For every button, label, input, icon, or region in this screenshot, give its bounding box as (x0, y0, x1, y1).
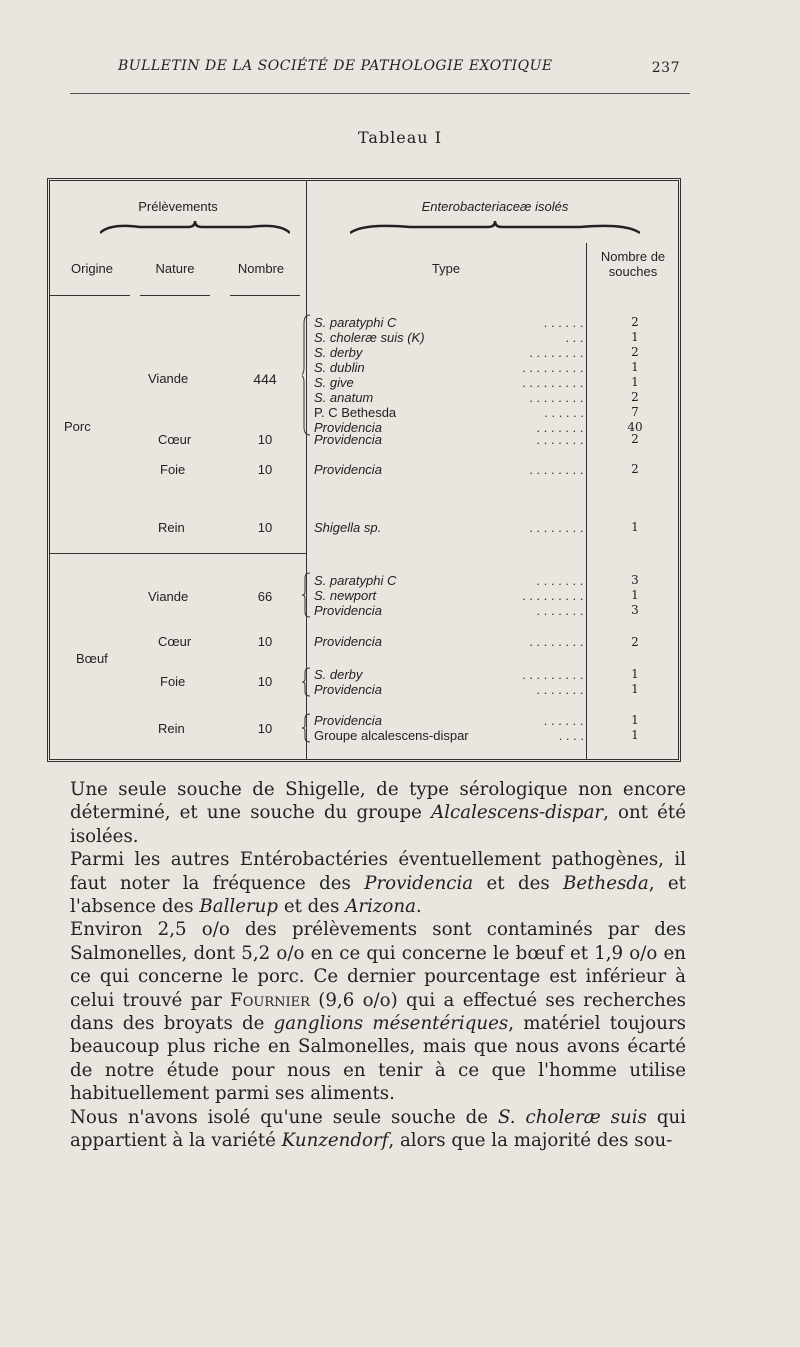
count-item: 3 (631, 603, 639, 617)
porc-boeuf-separator (50, 553, 306, 554)
counts-boeuf-rein (590, 713, 680, 743)
nombre-porc-foie: 10 (257, 462, 273, 477)
nombre-boeuf-viande: 66 (257, 589, 273, 604)
group-header-prelevements: Prélèvements (138, 199, 218, 214)
type-item: Providencia . . . . . . . (314, 682, 584, 697)
header-rule (70, 93, 690, 94)
brace-boeuf-rein (302, 713, 312, 743)
brace-boeuf-viande (302, 572, 312, 618)
paragraph: Nous n'avons isolé qu'une seule souche de S. choleræ suis qui appartient à la variété Kunzendorf, alors que la majorité des sou- (70, 1106, 686, 1152)
group-header-enterobacteriaceae: Enterobacteriaceæ isolés (421, 199, 569, 214)
header-underline-2 (140, 295, 210, 296)
type-boeuf-coeur: Providencia . . . . . . . . (314, 634, 584, 649)
nature-porc-rein: Rein (158, 520, 185, 535)
nombre-boeuf-rein: 10 (257, 721, 273, 736)
count-item: 2 (631, 390, 639, 404)
paragraph: Environ 2,5 o/o des prélèvements sont contaminés par des Salmonelles, dont 5,2 o/o en ce qui concerne le bœuf et 1,9 o/o en ce qui concerne le porc. Ce dernier pourcentage est inférieur à celui trouvé par Fournier (9,6 o/o) qui a effectué ses recherches dans des broyats de ganglions mésentériques, matériel toujours beaucoup plus riche en Salmonelles, mais que nous avons écarté de notre étude pour nous en tenir à ce que l'homme utilise habituellement parmi ses aliments. (70, 919, 686, 1105)
paragraph: Une seule souche de Shigelle, de type sérologique non encore déterminé, et une souche du groupe Alcalescens-dispar, ont été isolées. (70, 779, 686, 847)
count-boeuf-coeur: 2 (631, 635, 639, 649)
col-nombre: Nombre (237, 261, 285, 276)
count-porc-foie: 2 (631, 462, 639, 476)
origine-porc: Porc (64, 419, 91, 434)
body-text (70, 778, 686, 1153)
types-boeuf-rein (314, 713, 584, 743)
types-porc-viande (314, 315, 584, 435)
nature-boeuf-foie: Foie (160, 674, 186, 689)
type-porc-coeur: Providencia . . . . . . . (314, 432, 584, 447)
count-item: 7 (631, 405, 639, 419)
type-item: S. derby . . . . . . . . . (314, 667, 584, 682)
count-item: 1 (631, 360, 639, 374)
divider-count (586, 243, 587, 759)
count-item: 2 (631, 345, 639, 359)
paragraph: Parmi les autres Entérobactéries éventuellement pathogènes, il faut noter la fréquence des Providencia et des Bethesda, et l'absence des Ballerup et des Arizona. (70, 849, 686, 918)
type-porc-rein: Shigella sp. . . . . . . . . (314, 520, 584, 535)
header-underline-3 (230, 295, 300, 296)
count-item: 1 (631, 728, 639, 742)
count-porc-rein: 1 (631, 520, 639, 534)
type-item: P. C Bethesda . . . . . . (314, 405, 584, 420)
type-item: S. anatum . . . . . . . . (314, 390, 584, 405)
nature-boeuf-viande: Viande (148, 589, 189, 604)
nombre-boeuf-foie: 10 (257, 674, 273, 689)
count-porc-coeur: 2 (631, 432, 639, 446)
type-item: Providencia . . . . . . . (314, 420, 584, 435)
brace-left (100, 221, 290, 235)
type-item: S. paratyphi C . . . . . . (314, 315, 584, 330)
counts-boeuf-viande (590, 573, 680, 618)
type-item: Groupe alcalescens-dispar . . . . (314, 728, 584, 743)
brace-boeuf-foie (302, 667, 312, 697)
brace-porc-viande (302, 313, 312, 437)
col-souches: Nombre de souches (600, 249, 666, 279)
count-item: 1 (631, 667, 639, 681)
types-boeuf-viande (314, 573, 584, 618)
type-item: S. derby . . . . . . . . (314, 345, 584, 360)
nature-porc-viande: Viande (148, 371, 189, 386)
nature-boeuf-coeur: Cœur (158, 634, 192, 649)
type-porc-foie: Providencia . . . . . . . . (314, 462, 584, 477)
type-item: Providencia . . . . . . (314, 713, 584, 728)
col-origine: Origine (71, 261, 113, 276)
table-title: Tableau I (357, 128, 443, 147)
counts-porc-viande (590, 315, 680, 435)
nature-boeuf-rein: Rein (158, 721, 185, 736)
origine-boeuf: Bœuf (76, 651, 108, 666)
nombre-porc-rein: 10 (257, 520, 273, 535)
nombre-porc-coeur: 10 (257, 432, 273, 447)
count-item: 40 (627, 420, 643, 434)
counts-boeuf-foie (590, 667, 680, 697)
count-item: 2 (631, 315, 639, 329)
brace-right (350, 221, 640, 235)
nombre-porc-viande: 444 (253, 371, 277, 387)
nature-porc-coeur: Cœur (158, 432, 192, 447)
count-item: 3 (631, 573, 639, 587)
page-number: 237 (651, 60, 680, 76)
nature-porc-foie: Foie (160, 462, 186, 477)
count-item: 1 (631, 588, 639, 602)
running-header (118, 58, 680, 74)
type-item: S. choleræ suis (K) . . . (314, 330, 584, 345)
type-item: S. give . . . . . . . . . (314, 375, 584, 390)
type-item: Providencia . . . . . . . (314, 603, 584, 618)
header-underline-1 (50, 295, 130, 296)
type-item: S. newport . . . . . . . . . (314, 588, 584, 603)
type-item: S. dublin . . . . . . . . . (314, 360, 584, 375)
count-item: 1 (631, 682, 639, 696)
running-title: BULLETIN DE LA SOCIÉTÉ DE PATHOLOGIE EXOTIQUE (118, 58, 553, 74)
col-type: Type (431, 261, 461, 276)
count-item: 1 (631, 713, 639, 727)
col-nature: Nature (155, 261, 195, 276)
type-item: S. paratyphi C . . . . . . . (314, 573, 584, 588)
count-item: 1 (631, 330, 639, 344)
nombre-boeuf-coeur: 10 (257, 634, 273, 649)
data-table (47, 178, 681, 762)
count-item: 1 (631, 375, 639, 389)
types-boeuf-foie (314, 667, 584, 697)
